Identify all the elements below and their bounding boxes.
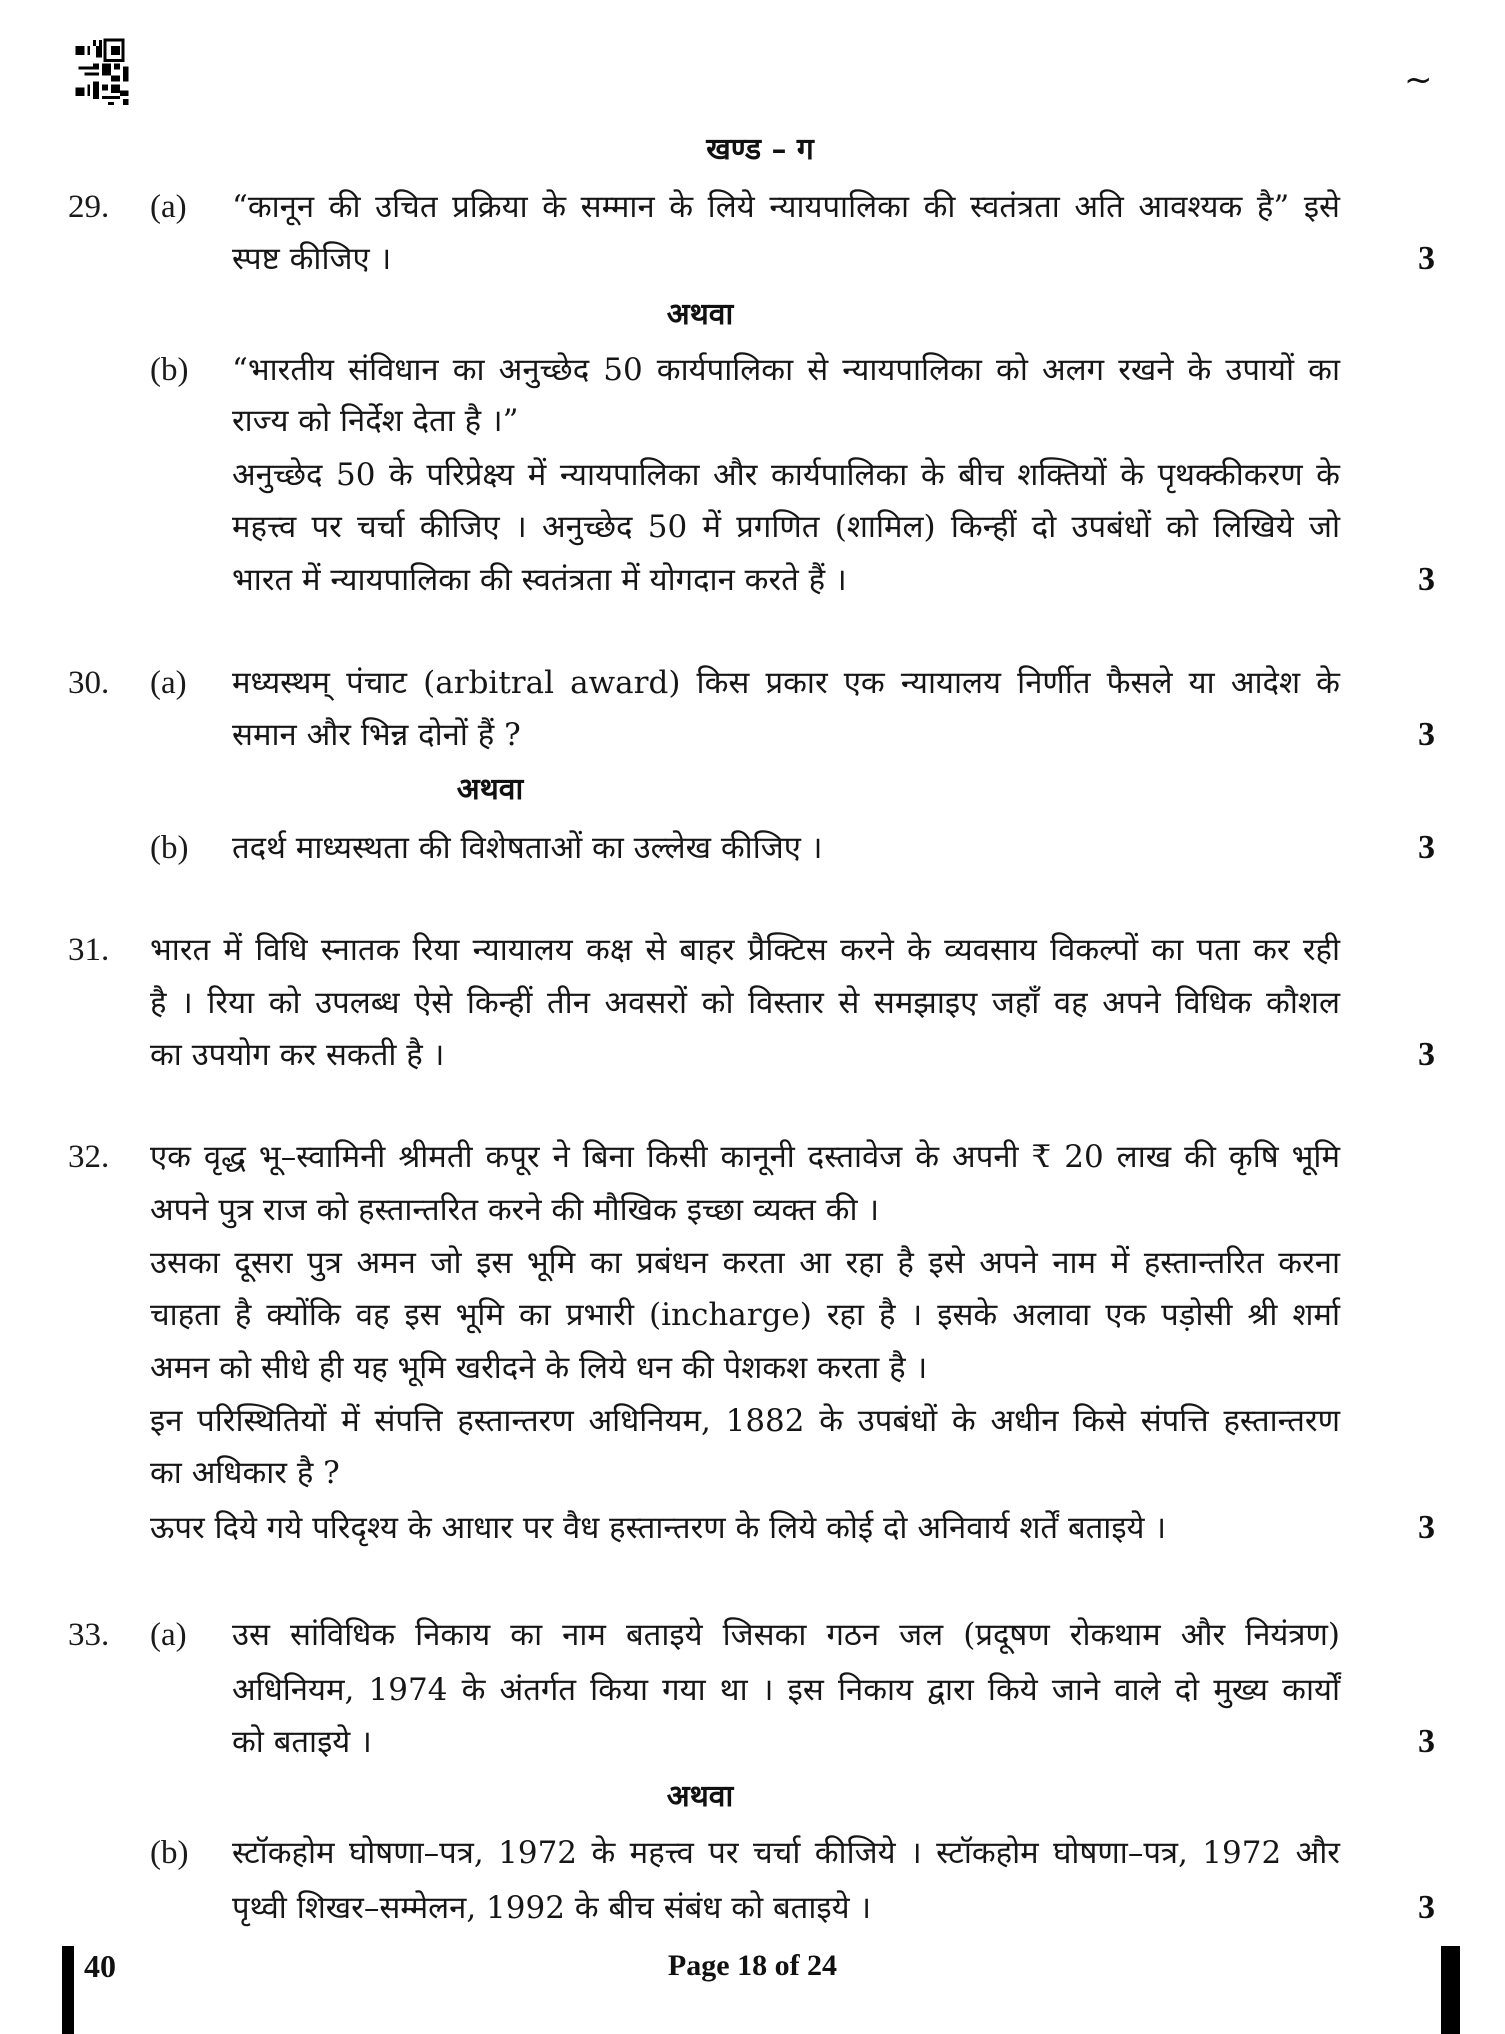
sub-label-a: (a) bbox=[150, 665, 187, 701]
page-number: Page 18 of 24 bbox=[667, 1949, 838, 1982]
question-text-line: स्पष्ट कीजिए । bbox=[232, 241, 392, 277]
question-text-line: उस सांविधिक निकाय का नाम बताइये जिसका गठन जल (प्रदूषण रोकथाम और नियंत्रण) bbox=[232, 1617, 1340, 1653]
question-text-line: अधिनियम, 1974 के अंतर्गत किया गया था । इस निकाय द्वारा किये जाने वाले दो मुख्य कार्यों bbox=[232, 1672, 1340, 1708]
question-text-line: ऊपर दिये गये परिदृश्य के आधार पर वैध हस्तान्तरण के लिये कोई दो अनिवार्य शर्तें बताइये । bbox=[150, 1510, 1167, 1546]
question-text-line: को बताइये । bbox=[232, 1724, 372, 1760]
question-text-line: चाहता है क्योंकि वह इस भूमि का प्रभारी (incharge) रहा है । इसके अलावा एक पड़ोसी श्री शर्मा bbox=[150, 1297, 1340, 1333]
question-number: 33. bbox=[68, 1617, 110, 1653]
marks: 3 bbox=[1418, 1889, 1435, 1926]
right-registration-bar bbox=[1441, 1946, 1460, 2034]
sub-label-b: (b) bbox=[150, 1835, 189, 1871]
question-text-line: स्टॉकहोम घोषणा–पत्र, 1972 के महत्त्व पर चर्चा कीजिये । स्टॉकहोम घोषणा–पत्र, 1972 और bbox=[232, 1835, 1340, 1871]
question-text-line: अनुच्छेद 50 के परिप्रेक्ष्य में न्यायपालिका और कार्यपालिका के बीच शक्तियों के पृथक्कीकरण के bbox=[232, 457, 1340, 493]
question-text-line: उसका दूसरा पुत्र अमन जो इस भूमि का प्रबंधन करता आ रहा है इसे अपने नाम में हस्तान्तरित करना bbox=[150, 1245, 1340, 1281]
question-text-line: समान और भिन्न दोनों हैं ? bbox=[232, 717, 521, 753]
or-label: अथवा bbox=[456, 772, 524, 807]
sub-label-b: (b) bbox=[150, 352, 189, 388]
question-text-line: का अधिकार है ? bbox=[150, 1455, 340, 1491]
sub-label-a: (a) bbox=[150, 1617, 187, 1653]
question-number: 32. bbox=[68, 1139, 110, 1175]
question-text-line: एक वृद्ध भू–स्वामिनी श्रीमती कपूर ने बिना किसी कानूनी दस्तावेज के अपनी ₹ 20 लाख की कृषि भूमि bbox=[150, 1139, 1340, 1175]
marks: 3 bbox=[1418, 829, 1435, 866]
marks: 3 bbox=[1418, 1509, 1435, 1546]
question-text-line: पृथ्वी शिखर–सम्मेलन, 1992 के बीच संबंध को बताइये । bbox=[232, 1890, 872, 1926]
marks: 3 bbox=[1418, 716, 1435, 753]
question-text-line: मध्यस्थम् पंचाट (arbitral award) किस प्रकार एक न्यायालय निर्णीत फैसले या आदेश के bbox=[232, 665, 1340, 701]
sub-label-a: (a) bbox=[150, 189, 187, 225]
or-label: अथवा bbox=[666, 1779, 734, 1814]
question-number: 29. bbox=[68, 189, 110, 225]
question-text-line: “कानून की उचित प्रक्रिया के सम्मान के लिये न्यायपालिका की स्वतंत्रता अति आवश्यक है” इसे bbox=[232, 189, 1340, 225]
question-text-line: तदर्थ माध्यस्थता की विशेषताओं का उल्लेख कीजिए । bbox=[232, 830, 823, 866]
corner-mark: ~ bbox=[1404, 60, 1433, 100]
question-number: 31. bbox=[68, 932, 110, 968]
question-text-line: “भारतीय संविधान का अनुच्छेद 50 कार्यपालिका से न्यायपालिका को अलग रखने के उपायों का bbox=[232, 352, 1340, 388]
question-text-line: है । रिया को उपलब्ध ऐसे किन्हीं तीन अवसरों को विस्तार से समझाइए जहाँ वह अपने विधिक कौशल bbox=[150, 985, 1340, 1021]
question-text-line: भारत में न्यायपालिका की स्वतंत्रता में योगदान करते हैं । bbox=[232, 562, 847, 598]
marks: 3 bbox=[1418, 1036, 1435, 1073]
question-number: 30. bbox=[68, 665, 110, 701]
section-heading: खण्ड – ग bbox=[706, 132, 814, 167]
marks: 3 bbox=[1418, 561, 1435, 598]
question-text-line: इन परिस्थितियों में संपत्ति हस्तान्तरण अधिनियम, 1882 के उपबंधों के अधीन किसे संपत्ति हस्तान्तरण bbox=[150, 1403, 1340, 1439]
paper-code: 40 bbox=[84, 1948, 116, 1984]
question-text-line: का उपयोग कर सकती है । bbox=[150, 1037, 445, 1073]
marks: 3 bbox=[1418, 1723, 1435, 1760]
sub-label-b: (b) bbox=[150, 830, 189, 866]
question-text-line: अमन को सीधे ही यह भूमि खरीदने के लिये धन की पेशकश करता है । bbox=[150, 1350, 928, 1386]
or-label: अथवा bbox=[666, 297, 734, 332]
qr-code-icon bbox=[75, 37, 141, 111]
question-text-line: अपने पुत्र राज को हस्तान्तरित करने की मौखिक इच्छा व्यक्त की । bbox=[150, 1192, 880, 1228]
question-text-line: महत्त्व पर चर्चा कीजिए । अनुच्छेद 50 में प्रगणित (शामिल) किन्हीं दो उपबंधों को लिखिये जो bbox=[232, 509, 1340, 545]
marks: 3 bbox=[1418, 240, 1435, 277]
question-text-line: राज्य को निर्देश देता है ।” bbox=[232, 403, 519, 439]
question-text-line: भारत में विधि स्नातक रिया न्यायालय कक्ष से बाहर प्रैक्टिस करने के व्यवसाय विकल्पों का पता कर रही bbox=[150, 932, 1340, 968]
